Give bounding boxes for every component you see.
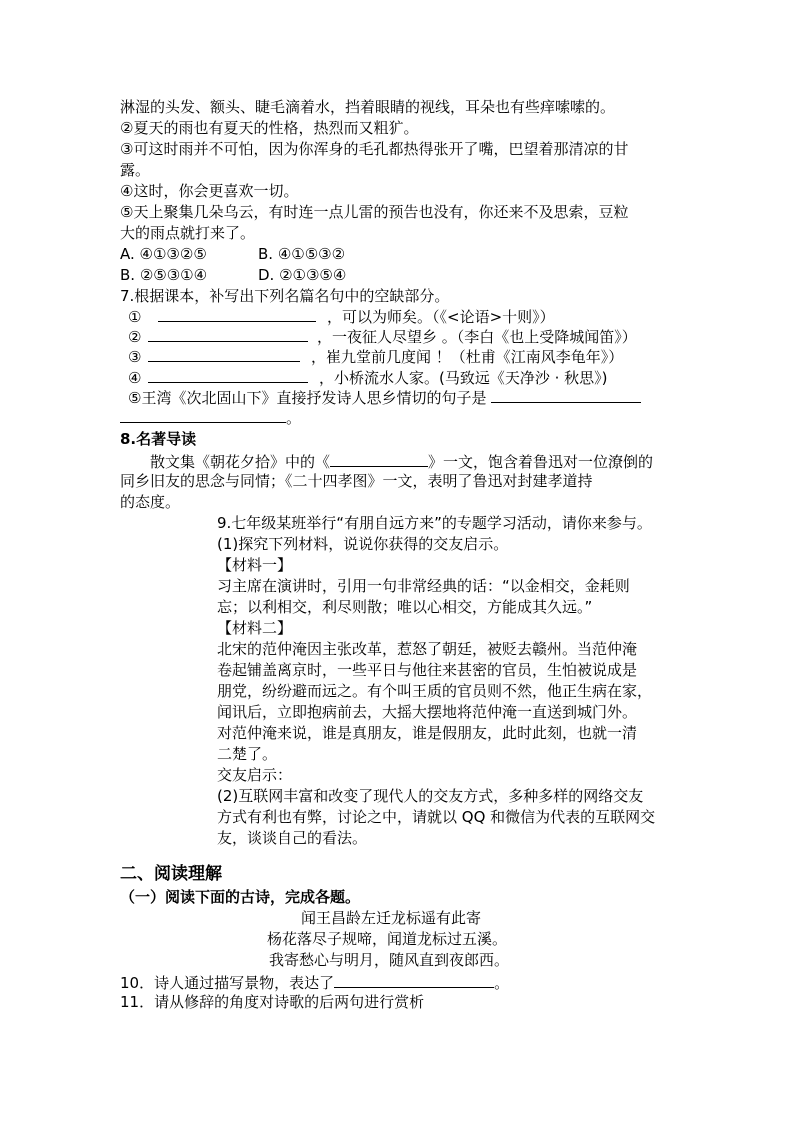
q6-sentence-3a: ③可这时雨并不可怕，因为你浑身的毛孔都热得张开了嘴，巴望着那清凉的甘 [120,140,629,158]
q7-title: 7.根据课本，补写出下列名篇名句中的空缺部分。 [120,287,450,305]
material-2-line-c: 朋党，纷纷避而远之。有个叫王质的官员则不然，他正生病在家， [217,682,653,700]
q8-text: 散文集《朝花夕拾》中的《 [150,453,331,471]
q10-text: 10．诗人通过描写景物，表达了 [120,974,335,992]
blank-1[interactable] [158,305,316,322]
item-number: ③ [128,348,142,366]
section-title: 二、阅读理解 [120,864,222,884]
item-text: ，小桥流水人家。(马致远《天净沙 · 秋思》) [319,369,608,387]
q11: 11．请从修辞的角度对诗歌的后两句进行赏析 [120,993,425,1011]
q9-part-2-line-b: 方式有利也有弊，讨论之中，请就以 QQ 和微信为代表的互联网交 [217,808,656,826]
q9-part-1: (1)探究下列材料，说说你获得的交友启示。 [217,535,509,553]
option-a: A. ④①③②⑤ [120,245,207,263]
period: 。 [286,409,302,427]
blank-5a[interactable] [491,386,641,403]
q8-title: 8.名著导读 [120,430,197,448]
item-text: ，可以为师矣。（《<论语>十则》） [327,308,555,326]
material-2-line-a: 北宋的范仲淹因主张改革，惹怒了朝廷，被贬去赣州。当范仲淹 [217,640,638,658]
material-1-line-a: 习主席在演讲时，引用一句非常经典的话：“以金相交，金耗则 [217,577,630,595]
q9-part-2-line-a: (2)互联网丰富和改变了现代人的交友方式，多种多样的网络交友 [217,787,644,805]
blank-book-title[interactable] [330,450,428,467]
q9-title: 9.七年级某班举行“有朋自远方来”的专题学习活动，请你来参与。 [217,514,652,532]
poem-line-1: 杨花落尽子规啼，闻道龙标过五溪。 [267,930,508,948]
material-2-heading: 【材料二】 [217,619,293,637]
q9-part-2-line-c: 友，谈谈自己的看法。 [217,829,368,847]
material-1-heading: 【材料一】 [217,556,293,574]
material-2-line-d: 闻讯后，立即抱病前去，大摇大摆地将范仲淹一直送到城门外。 [217,703,638,721]
q6-sentence-2: ②夏天的雨也有夏天的性格，热烈而又粗犷。 [120,119,419,137]
blank-5b[interactable] [120,406,286,423]
item-text: ，一夜征人尽望乡 。（李白《也上受降城闻笛》） [317,328,637,346]
q6-sentence-3b: 露。 [120,161,151,179]
period: 。 [494,974,510,992]
q8-line-3: 的态度。 [120,493,181,511]
option-c: B. ②⑤③①④ [120,266,208,284]
material-1-line-b: 忘；以利相交，利尽则散；唯以心相交，方能成其久远。” [217,598,593,616]
q7-item-5 [128,386,641,408]
item-number: ① [128,308,142,326]
poem-title: 闻王昌龄左迁龙标遥有此寄 [301,909,482,927]
q7-item-1 [128,305,555,327]
q6-sentence-4: ④这时，你会更喜欢一切。 [120,182,299,200]
q7-item-5-cont [120,406,301,428]
option-d: D. ②①③⑤④ [258,266,347,284]
q7-item-4 [128,366,608,388]
q8-line-2: 同乡旧友的思念与同情；《二十四孝图》一文，表明了鲁迅对封建孝道持 [120,472,593,490]
material-2-line-e: 对范仲淹来说，谁是真朋友，谁是假朋友，此时此刻，也就一清 [217,724,638,742]
q7-item-3 [128,345,623,367]
q6-sentence-5a: ⑤天上聚集几朵乌云，有时连一点儿雷的预告也没有，你还来不及思索，豆粒 [120,203,629,221]
insight-label: 交友启示： [217,766,293,784]
q10 [120,971,509,993]
q6-sentence-5b: 大的雨点就打来了。 [120,224,256,242]
item-text: ，崔九堂前几度闻 ！（杜甫《江南风李龟年》） [311,348,624,366]
material-2-line-b: 卷起铺盖离京时，一些平日与他往来甚密的官员，生怕被说成是 [217,661,638,679]
option-b: B. ④①⑤③② [258,245,346,263]
item-number: ④ [128,369,142,387]
blank-3[interactable] [148,345,300,362]
blank-4[interactable] [148,366,308,383]
q8-text: 》一文，饱含着鲁迅对一位潦倒的 [428,453,654,471]
item-number: ② [128,328,142,346]
poem-line-2: 我寄愁心与明月，随风直到夜郎西。 [269,951,510,969]
section-subtitle: （一）阅读下面的古诗，完成各题。 [120,888,361,906]
material-2-line-f: 二楚了。 [217,745,278,763]
item-text: ⑤王湾《次北固山下》直接抒发诗人思乡情切的句子是 [128,389,487,407]
q7-item-2 [128,325,637,347]
q6-text-line: 淋湿的头发、额头、睫毛滴着水，挡着眼睛的视线，耳朵也有些痒嗦嗦的。 [120,98,616,116]
q8-line-1 [150,450,653,472]
blank-q10[interactable] [334,971,494,988]
blank-2[interactable] [148,325,308,342]
